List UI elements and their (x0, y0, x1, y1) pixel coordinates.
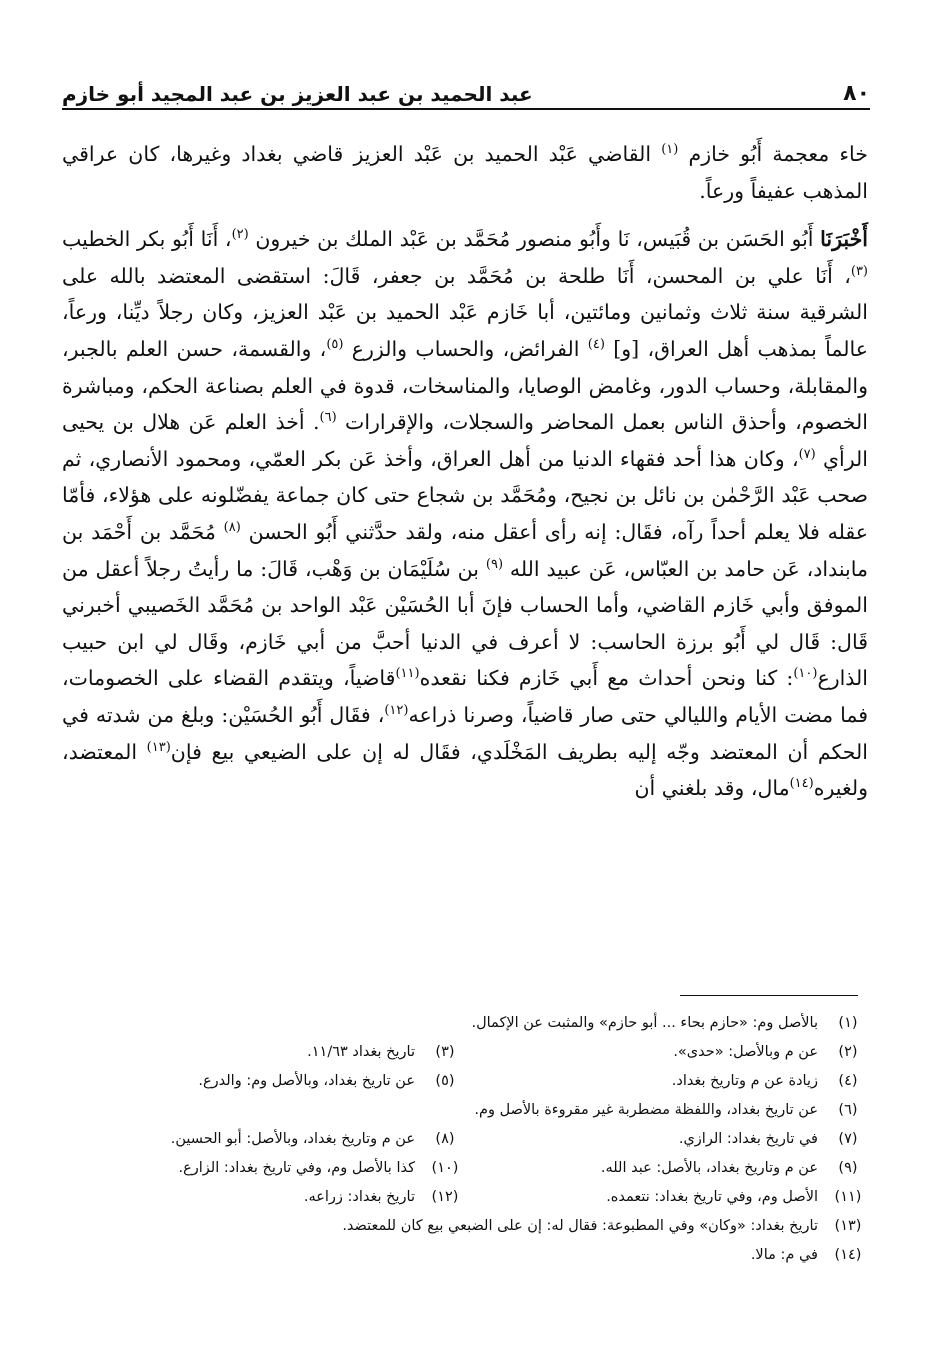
text-run: أَبُو الحَسَن بن قُبَيس، نَا وأَبُو منصور مُحَمَّد بن عَبْد الملك بن خيرون (255, 227, 814, 252)
footnote-number: (٤) (838, 1072, 858, 1089)
running-title: عبد الحميد بن عبد العزيز بن عبد المجيد أبو خازم (62, 82, 533, 106)
footnote-number: (١٣) (834, 1217, 862, 1234)
footnote-item (465, 1131, 868, 1147)
footnote-text: زيادة عن م وتاريخ بغداد. (671, 1072, 818, 1089)
footnote-number: (٣) (435, 1043, 455, 1060)
footnote-item (62, 1160, 465, 1176)
footnote-text: عن م وتاريخ بغداد، بالأصل: عبد الله. (600, 1159, 818, 1176)
footnote-number: (٩) (838, 1159, 858, 1176)
text-run: بن سُلَيْمَان بن وَهْب، قَالَ: ما رأيتُ رجلاً أعقل من الموفق وأبي خَازم القاضي، وأما الحساب فإنَ أبا الحُسَيْن عَبْد الواحد بن مُحَمَّد الخَصيبي أخبرني قَال: قَال لي أَبُو برزة الحاسب: لا أعرف في الدنيا أحبَّ من أبي خَازم، وقَال لي ابن حبيب الذارع (62, 556, 868, 691)
footnote-text: عن تاريخ بغداد، وبالأصل وم: والدرع. (198, 1072, 415, 1089)
footnote-item (472, 1015, 869, 1031)
footnote-item (474, 1102, 868, 1118)
footnote-ref: (١٣) (146, 739, 171, 755)
text-run: : كنا ونحن أحداث مع أَبي خَازم فكنا نقعده (419, 666, 794, 691)
footnote-text: عن م وتاريخ بغداد، وبالأصل: أبو الحسين. (170, 1130, 415, 1147)
text-run: الفرائض، والحساب والزرع (351, 336, 580, 361)
footnote-item (465, 1189, 868, 1205)
paragraph-1 (62, 136, 868, 209)
page-header (62, 66, 870, 110)
footnote-ref: (١) (661, 142, 679, 158)
footnote-ref: (٣) (850, 263, 868, 279)
footnote-ref: (٨) (223, 520, 241, 536)
footnote-text: تاريخ بغداد: زراعه. (303, 1188, 415, 1205)
footnote-row (62, 1095, 868, 1124)
footnote-separator (680, 995, 858, 996)
text-run: المعتضد، ولغيره (62, 739, 868, 801)
footnote-row (62, 1124, 868, 1153)
footnote-ref: (١٢) (384, 703, 409, 719)
text-run: ، أَنَا أَبُو بكر الخطيب (62, 227, 232, 252)
footnote-row (62, 1211, 868, 1240)
footnote-item (62, 1044, 465, 1060)
footnote-number: (١٢) (431, 1188, 459, 1205)
footnote-row (62, 1153, 868, 1182)
footnote-text: كذا بالأصل وم، وفي تاريخ بغداد: الزارع. (178, 1159, 415, 1176)
footnote-row (62, 1037, 868, 1066)
footnote-item (62, 1131, 465, 1147)
footnote-ref: (٧) (798, 446, 816, 462)
footnote-number: (٢) (838, 1043, 858, 1060)
footnote-ref: (٥) (326, 337, 344, 353)
footnote-text: عن تاريخ بغداد، واللفظة مضطربة غير مقروءة بالأصل وم. (474, 1101, 818, 1118)
footnote-item (62, 1189, 465, 1205)
footnote-ref: (٢) (231, 227, 249, 243)
paragraph-2 (62, 221, 868, 807)
footnotes (62, 1008, 868, 1269)
footnote-row (62, 1008, 868, 1037)
footnote-ref: (٦) (319, 410, 337, 426)
footnote-item (342, 1218, 868, 1234)
footnote-text: تاريخ بغداد ١١/٦٣. (307, 1043, 415, 1060)
footnote-ref: (١١) (395, 666, 420, 682)
page-number: ٨٠ (843, 81, 870, 106)
footnote-item (751, 1247, 868, 1263)
footnote-number: (٦) (838, 1101, 858, 1118)
footnote-number: (١٠) (431, 1159, 459, 1176)
footnote-ref: (٤) (587, 337, 605, 353)
text-run: مال، وقد بلغني أن (634, 776, 790, 801)
footnote-text: الأصل وم، وفي تاريخ بغداد: نتعمده. (606, 1188, 818, 1205)
footnote-number: (٥) (435, 1072, 455, 1089)
text-run: ، فقَال أَبُو الحُسَيْن: وبلغ من شدته في الحكم أن المعتضد وجّه إليه بطريف المَخْلَدي، فقَال له إن على الضيعي بيع فإن (62, 702, 868, 764)
footnote-item (62, 1073, 465, 1089)
text-run: قاضياً، ويتقدم القضاء على الخصومات، فما مضت الأيام والليالي حتى صار قاضياً، وصرنا ذراعه (62, 666, 868, 727)
footnote-text: في تاريخ بغداد: الرازي. (678, 1130, 818, 1147)
text-run: خاء معجمة أَبُو خازم (688, 142, 868, 166)
footnote-text: عن م وبالأصل: «حدى». (673, 1043, 818, 1060)
footnote-ref: (٩) (485, 556, 504, 572)
footnote-item (465, 1073, 868, 1089)
footnote-text: في م: مالا. (750, 1246, 818, 1263)
text-run: ، أَنَا علي بن المحسن، أَنَا طلحة بن مُحَمَّد بن جعفر، قَالَ: استقضى المعتضد بالله على الشرقية سنة ثلاث وثمانين ومائتين، أبا خَازم عَبْد الحميد بن عَبْد العزيز، وكان رجلاً ديِّنا، ورعاً، عالماً بمذهب أهل العراق، [و] (62, 263, 868, 361)
text-run: ، والقسمة، حسن العلم بالجبر، والمقابلة، وحساب الدور، وغامض الوصايا، والمناسخات، قدوة في العلم بصناعة الحكم، ومباشرة الخصوم، وأحذق الناس بعمل المحاضر والسجلات، والإقرارات (62, 336, 868, 435)
footnote-item (465, 1160, 868, 1176)
text-run: مُحَمَّد بن أَحْمَد بن مابنداد، عَن حامد بن العبّاس، عَن عبيد الله (62, 519, 868, 581)
footnote-row (62, 1066, 868, 1095)
footnote-number: (١) (838, 1014, 858, 1031)
text-run: القاضي عَبْد الحميد بن عَبْد العزيز قاضي بغداد وغيرها، كان عراقي المذهب عفيفاً ورعاً. (62, 142, 868, 203)
footnote-ref: (١٠) (793, 666, 818, 682)
narration-lead-word: أَخْبَرَنَا (820, 227, 868, 252)
main-text (62, 136, 868, 807)
text-run: ، وكان هذا أحد فقهاء الدنيا من أهل العراق، وأخذ عَن بكر العمّي، ومحمود الأنصاري، ثم صحب عَبْد الرَّحْمٰن بن نائل بن نجيح، ومُحَمَّد بن شجاع حتى كان جماعة يفضّلونه على هؤلاء، فأمّا عقله فلا يعلم أحداً رآه، فقَال: إنه رأى أعقل منه، ولقد حدَّثني أَبُو الحسن (62, 446, 868, 544)
text-run: . أخذ العلم عَن هلال بن يحيى الرأي (62, 410, 868, 471)
footnote-number: (١٤) (834, 1246, 862, 1263)
footnote-row (62, 1240, 868, 1269)
footnote-item (465, 1044, 868, 1060)
footnote-text: تاريخ بغداد: «وكان» وفي المطبوعة: فقال له: إن على الضبعي بيع كان للمعتضد. (342, 1217, 818, 1234)
footnote-number: (٧) (838, 1130, 858, 1147)
footnote-number: (١١) (834, 1188, 862, 1205)
footnote-row (62, 1182, 868, 1211)
footnote-text: بالأصل وم: «حازم بحاء ... أبو حازم» والمثبت عن الإكمال. (471, 1014, 818, 1031)
footnote-ref: (١٤) (789, 776, 814, 792)
footnote-number: (٨) (435, 1130, 455, 1147)
